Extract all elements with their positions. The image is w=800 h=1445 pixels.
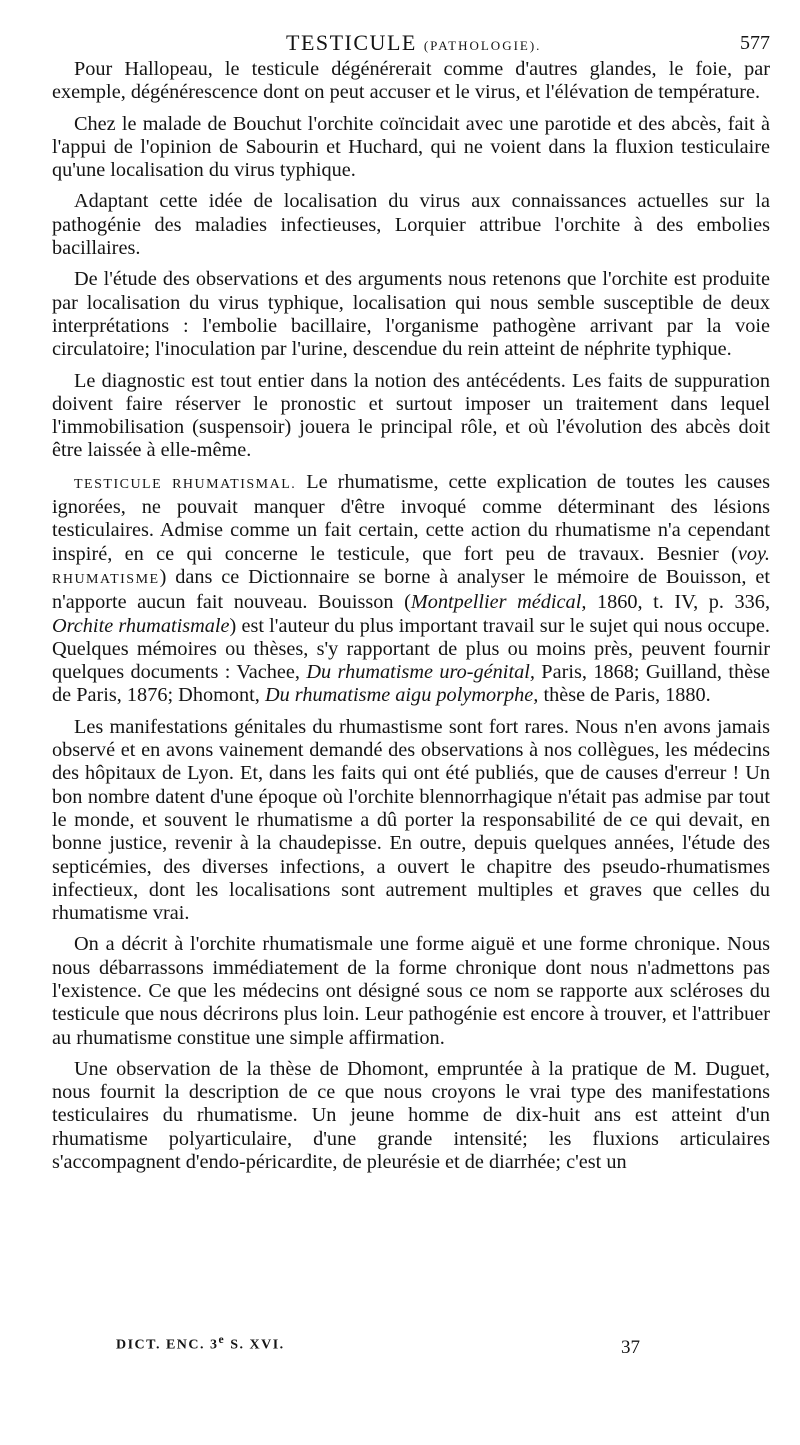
page-number: 577 [740,32,770,54]
citation-orchite: Orchite rhumatismale [52,614,230,637]
running-title-main: TESTICULE [286,30,417,55]
running-title-sub: (PATHOLOGIE). [423,38,542,53]
section-heading: TESTICULE RHUMATISMAL. [74,476,297,492]
paragraph-diagnostic: Le diagnostic est tout entier dans la notion des antécédents. Les faits de suppuration doivent faire réserver le pronostic et surtout imposer un traitement dans lequel l'immobilisation (suspensoir) jouera le principal rôle, et où l'évolution des abcès doit être laissée à elle-même. [52,369,770,462]
body-text [52,58,770,1174]
paragraph-lorquier: Adaptant cette idée de localisation du virus aux connaissances actuelles sur la pathogénie des maladies infectieuses, Lorquier attribue l'orchite à des embolies bacillaires. [52,190,770,260]
cross-ref-rhumatisme: RHUMATISME [52,571,160,587]
paragraph-bouchut: Chez le malade de Bouchut l'orchite coïncidait avec une parotide et des abcès, fait à l'appui de l'opinion de Sabourin et Huchard, qui ne voient dans la fluxion testiculaire qu'une localisation du virus typhique. [52,112,770,182]
paragraph-hallopeau: Pour Hallopeau, le testicule dégénérerait comme d'autres glandes, le foie, par exemple, dégénérescence dont on peut accuser et le virus, et l'élévation de température. [52,58,770,104]
citation-vachee: Du rhumatisme uro-génital, [306,661,535,684]
paragraph-manifestations: Les manifestations génitales du rhumastisme sont fort rares. Nous n'en avons jamais observé et en avons vainement demandé des observations à nos collègues, les médecins des hôpitaux de Lyon. Et, dans les faits qui ont été publiés, que de causes d'erreur ! Un bon nombre datent d'une époque où l'orchite blennorrhagique n'était pas admise par tout le monde, et souvent le rhumatisme a dû porter la responsabilité de ce qui devait, en bonne justice, revenir à la chaudepisse. En outre, depuis quelques années, l'étude des septicémies, des diverses infections, a ouvert le chapitre des pseudo-rhumatismes infectieux, dont les localisations sont autrement multiples et graves que celles du rhumatisme vrai. [52,715,770,925]
paragraph-observation: Une observation de la thèse de Dhomont, empruntée à la pratique de M. Duguet, nous fournit la description de ce que nous croyons le vrai type des manifestations testiculaires du rhumatisme. Un jeune homme de dix-huit ans est atteint d'un rhumatisme polyarticulaire, d'une grande intensité; les fluxions articulaires s'accompagnent d'endo-péricardite, de pleurésie et de diarrhée; c'est un [52,1057,770,1174]
citation-dhomont: Du rhumatisme aigu polymorphe, [264,684,539,707]
page-footer [116,1327,676,1367]
paragraph-forme-chronique: On a décrit à l'orchite rhumatismale une forme aiguë et une forme chronique. Nous nous débarrassons immédiatement de la forme chronique dont nous n'admettons pas l'existence. Ce que les médecins ont désigné sous ce nom se rapporte aux scléroses du testicule que nous décrirons plus loin. Leur pathogénie est encore à trouver, et l'attribuer au rhumatisme constitue une simple affirmation. [52,933,770,1049]
paragraph-testicule-rhumatismal: TESTICULE RHUMATISMAL. Le rhumatisme, cette explication de toutes les causes ignorées, ne pouvait manquer d'être invoqué comme déterminant des lésions testiculaires. Admise comme un fait certain, cette action du rhumatisme n'a cependant inspiré, en ce qui concerne le testicule, que fort peu de travaux. Besnier (voy. RHUMATISME) dans ce Dictionnaire se borne à analyser le mémoire de Bouisson, et n'apporte aucun fait nouveau. Bouisson (Montpellier médical, 1860, t. IV, p. 336, Orchite rhumatismale) est l'auteur du plus important travail sur le sujet qui nous occupe. Quelques mémoires ou thèses, s'y rapportant de plus ou moins près, peuvent fournir quelques documents : Vachee, Du rhumatisme uro-génital, Paris, 1868; Guilland, thèse de Paris, 1876; Dhomont, Du rhumatisme aigu polymorphe, thèse de Paris, 1880. [52,470,771,707]
citation-journal: Montpellier médical, [410,591,587,614]
signature-number: 37 [621,1337,640,1358]
running-header [52,26,770,58]
running-title [286,30,541,56]
cross-ref-voy: voy. [737,542,770,565]
paragraph-conclusion: De l'étude des observations et des arguments nous retenons que l'orchite est produite par localisation du virus typhique, localisation qui nous semble susceptible de deux interprétations : l'embolie bacillaire, l'organisme pathogène arrivant par la voie circulatoire; l'inoculation par l'urine, descendue du rein atteint de néphrite typhique. [52,268,770,361]
page [52,26,770,1182]
printer-signature: DICT. ENC. 3e S. XVI. [116,1333,285,1353]
